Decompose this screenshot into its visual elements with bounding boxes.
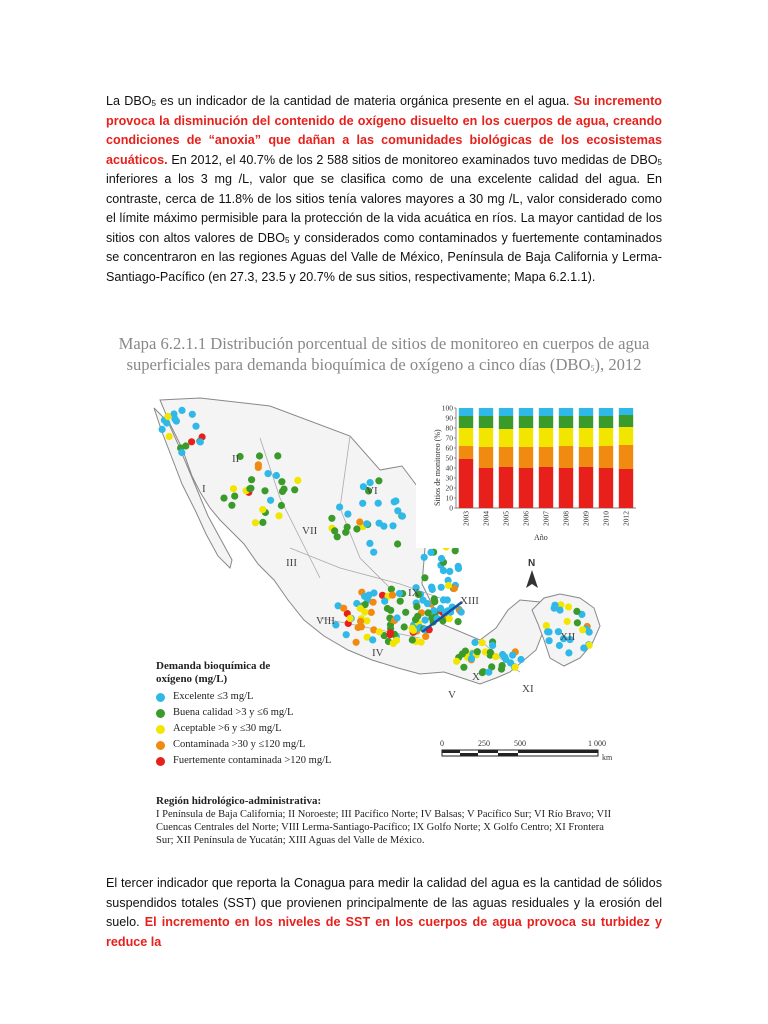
site-dot xyxy=(502,656,509,663)
region-label-x: X xyxy=(472,671,480,683)
site-dot xyxy=(334,533,341,540)
site-dot xyxy=(163,419,170,426)
site-dot xyxy=(452,547,459,554)
site-dot xyxy=(431,598,438,605)
site-dot xyxy=(343,631,350,638)
inset-xtick: 2007 xyxy=(541,511,551,526)
inset-bar-segment xyxy=(599,416,613,428)
site-dot xyxy=(252,519,259,526)
scale-unit: km xyxy=(602,753,613,762)
inset-bar-segment xyxy=(579,447,593,467)
site-dot xyxy=(394,540,401,547)
inset-xtick: 2004 xyxy=(481,511,491,526)
site-dot xyxy=(248,476,255,483)
site-dot xyxy=(422,633,429,640)
site-dot xyxy=(197,438,204,445)
inset-bars xyxy=(459,408,633,508)
site-dot xyxy=(565,649,572,656)
legend-item-contaminada xyxy=(156,738,331,752)
figure-title xyxy=(100,333,668,375)
inset-bar-segment xyxy=(479,408,493,416)
site-dot xyxy=(256,452,263,459)
site-dot xyxy=(394,507,401,514)
paragraph-dbo xyxy=(106,92,662,287)
site-dot xyxy=(363,520,370,527)
region-label-i: I xyxy=(202,483,206,495)
legend-title-1: Demanda bioquímica de xyxy=(156,660,271,672)
scale-tick-0: 0 xyxy=(440,739,444,748)
legend-dot-red xyxy=(156,757,165,766)
site-dot xyxy=(259,519,266,526)
site-dot xyxy=(353,525,360,532)
inset-bar-segment xyxy=(619,408,633,415)
p2-highlight: El incremento en los niveles de SST en los cuerpos de agua provoca su turbidez y reduce la xyxy=(106,915,662,949)
inset-bar-segment xyxy=(619,445,633,469)
inset-ytick: 30 xyxy=(445,473,453,483)
paragraph-sst xyxy=(106,874,662,952)
inset-xtick: 2003 xyxy=(461,511,471,526)
site-dot xyxy=(166,433,173,440)
north-arrow xyxy=(526,558,538,588)
site-dot xyxy=(171,415,178,422)
site-dot xyxy=(344,511,351,518)
inset-bar-segment xyxy=(599,428,613,446)
site-dot xyxy=(421,574,428,581)
site-dot xyxy=(579,626,586,633)
inset-ytick: 40 xyxy=(445,463,453,473)
scale-seg-5 xyxy=(518,750,598,753)
site-dot xyxy=(427,549,434,556)
legend-dot-green xyxy=(156,709,165,718)
inset-bar-segment xyxy=(619,415,633,427)
site-dot xyxy=(394,614,401,621)
inset-bar-segment xyxy=(499,447,513,467)
site-dot xyxy=(192,423,199,430)
site-dot xyxy=(440,567,447,574)
site-dot xyxy=(336,504,343,511)
region-label-vii: VII xyxy=(302,525,318,537)
region-label-xii: XII xyxy=(560,631,576,643)
legend-item-aceptable xyxy=(156,722,331,736)
inset-bar-segment xyxy=(499,408,513,416)
site-dot xyxy=(267,497,274,504)
site-dot xyxy=(357,605,364,612)
site-dot xyxy=(369,636,376,643)
site-dot xyxy=(363,617,370,624)
site-dot xyxy=(574,619,581,626)
site-dot xyxy=(387,607,394,614)
north-arrow-icon xyxy=(526,570,538,588)
inset-bar-segment xyxy=(479,468,493,508)
inset-bar-segment xyxy=(559,468,573,508)
site-dot xyxy=(380,523,387,530)
legend-item-excelente xyxy=(156,690,331,704)
site-dot xyxy=(228,502,235,509)
inset-xtick: 2009 xyxy=(581,511,591,526)
inset-bar-segment xyxy=(559,428,573,446)
site-dot xyxy=(414,613,421,620)
inset-bar-segment xyxy=(579,408,593,416)
site-dot xyxy=(509,652,516,659)
site-dot xyxy=(368,609,375,616)
site-dot xyxy=(278,478,285,485)
site-dot xyxy=(455,563,462,570)
site-dot xyxy=(328,515,335,522)
p1-highlight: Su incremento provoca la disminución del contenido de oxígeno disuelto en los cuerpos de agua, creando condiciones de “anoxia” que dañan a las comunidades biológicas de los ecosistemas acuáticos. xyxy=(106,94,662,167)
site-dot xyxy=(370,589,377,596)
inset-bar-segment xyxy=(619,427,633,445)
inset-xtick: 2005 xyxy=(501,511,511,526)
site-dot xyxy=(274,452,281,459)
p1-text-e: y considerados como contaminados y fuertemente contaminados se concentraron en las regiones Aguas del Valle de México, Península de Baja California y Lerma-Santiago-Pacífico (en 27.3, 23.5 y 20.7% de sus sitios, respectivamente; Mapa 6.2.1.1). xyxy=(106,230,662,284)
stacked-bar-inset xyxy=(416,398,646,548)
inset-bar-segment xyxy=(459,446,473,459)
site-dot xyxy=(498,666,505,673)
inset-bar-segment xyxy=(519,447,533,468)
site-dot xyxy=(471,639,478,646)
inset-bar-segment xyxy=(559,416,573,428)
scale-seg-4 xyxy=(498,753,518,756)
site-dot xyxy=(178,449,185,456)
inset-ytick: 90 xyxy=(445,413,453,423)
region-key xyxy=(156,795,616,847)
site-dot xyxy=(291,486,298,493)
site-dot xyxy=(340,605,347,612)
p1-text-d: inferiores a los 3 mg /L, valor que se clasifica como de una excelente calidad del agua. En contraste, cerca de 11.8% de los sitios tenía valores mayores a 30 mg /L, valor considerado como el límite máximo permisible para la protección de la vida acuática en ríos. La mayor cantidad de los sitios con altos valores de DBO xyxy=(106,172,662,245)
site-dot xyxy=(401,623,408,630)
legend-label-fuertemente: Fuertemente contaminada >120 mg/L xyxy=(173,755,332,766)
scale-seg-2 xyxy=(460,753,478,756)
region-label-iv: IV xyxy=(372,647,384,659)
region-label-viii: VIII xyxy=(316,615,335,627)
site-dot xyxy=(355,624,362,631)
site-dot xyxy=(182,442,189,449)
site-dot xyxy=(342,529,349,536)
site-dot xyxy=(375,477,382,484)
site-dot xyxy=(246,485,253,492)
site-dot xyxy=(437,605,444,612)
region-label-ii: II xyxy=(232,453,240,465)
region-label-iii: III xyxy=(286,557,297,569)
figure-title-sub: 5 xyxy=(590,364,595,373)
site-dot xyxy=(164,413,171,420)
site-dot xyxy=(178,407,185,414)
inset-xtick: 2006 xyxy=(521,511,531,526)
site-dot xyxy=(455,618,462,625)
region-label-vi: VI xyxy=(366,485,378,497)
site-dot xyxy=(468,655,475,662)
inset-bar-segment xyxy=(579,428,593,447)
site-dot xyxy=(273,472,280,479)
site-dot xyxy=(489,642,496,649)
site-dot xyxy=(485,669,492,676)
legend-dot-orange xyxy=(156,741,165,750)
region-label-xi: XI xyxy=(522,683,534,695)
legend-item-fuertemente xyxy=(156,754,331,768)
inset-bar-segment xyxy=(599,446,613,468)
site-dot xyxy=(396,590,403,597)
site-dot xyxy=(387,631,394,638)
inset-bar-segment xyxy=(479,428,493,447)
inset-ytick: 100 xyxy=(441,403,453,413)
inset-bar-segment xyxy=(459,408,473,416)
region-label-xiii: XIII xyxy=(460,595,479,607)
inset-bar-segment xyxy=(539,467,553,508)
site-dot xyxy=(565,603,572,610)
figure-title-a: Mapa 6.2.1.1 Distribución porcentual de sitios de monitoreo en cuerpos de agua superficiales para demanda bioquímica de oxígeno a cinco días (DBO xyxy=(118,334,650,374)
inset-ytick: 10 xyxy=(445,493,453,503)
site-dot xyxy=(474,648,481,655)
inset-xtick: 2010 xyxy=(601,511,611,526)
site-dot xyxy=(460,664,467,671)
inset-bar-segment xyxy=(519,416,533,428)
legend-label-buena: Buena calidad >3 y ≤6 mg/L xyxy=(173,707,294,718)
inset-bar-segment xyxy=(519,468,533,508)
site-dot xyxy=(381,598,388,605)
site-dot xyxy=(459,650,466,657)
site-dot xyxy=(453,658,460,665)
site-dot xyxy=(422,617,429,624)
inset-ytick: 80 xyxy=(445,423,453,433)
inset-bar-segment xyxy=(499,429,513,447)
inset-bar-segment xyxy=(539,408,553,416)
site-dot xyxy=(413,603,420,610)
legend-dot-blue xyxy=(156,693,165,702)
inset-bar-segment xyxy=(599,408,613,416)
site-dot xyxy=(424,600,431,607)
site-dot xyxy=(397,598,404,605)
inset-bar-segment xyxy=(579,467,593,508)
site-dot xyxy=(294,477,301,484)
inset-bar-segment xyxy=(519,408,533,416)
inset-xtick: 2008 xyxy=(561,511,571,526)
inset-bar-segment xyxy=(559,446,573,468)
site-dot xyxy=(361,593,368,600)
inset-bar-segment xyxy=(519,428,533,447)
site-dot xyxy=(580,644,587,651)
scale-tick-250: 250 xyxy=(478,739,490,748)
site-dot xyxy=(425,609,432,616)
inset-bar-segment xyxy=(539,428,553,447)
inset-bar-segment xyxy=(459,416,473,428)
legend-item-buena xyxy=(156,706,331,720)
site-dot xyxy=(544,628,551,635)
site-dot xyxy=(231,493,238,500)
site-dot xyxy=(429,586,436,593)
site-dot xyxy=(220,495,227,502)
site-dot xyxy=(409,636,416,643)
site-dot xyxy=(517,656,524,663)
inset-ytick: 0 xyxy=(449,503,453,513)
inset-bar-segment xyxy=(499,416,513,429)
site-dot xyxy=(438,584,445,591)
north-label: N xyxy=(528,558,536,569)
site-dot xyxy=(230,485,237,492)
scale-tick-1000: 1 000 xyxy=(588,739,606,748)
inset-x-ticks xyxy=(462,511,631,526)
inset-bar-segment xyxy=(459,459,473,508)
site-dot xyxy=(370,599,377,606)
inset-x-label: Año xyxy=(534,533,548,542)
inset-xtick: 2012 xyxy=(621,511,631,526)
site-dot xyxy=(389,522,396,529)
site-dot xyxy=(278,502,285,509)
site-dot xyxy=(376,628,383,635)
legend-label-excelente: Excelente ≤3 mg/L xyxy=(173,691,254,702)
inset-y-label: Sitios de monitoreo (%) xyxy=(433,429,442,506)
site-dot xyxy=(446,615,453,622)
scale-seg-1 xyxy=(442,750,460,753)
site-dot xyxy=(280,486,287,493)
inset-bar-segment xyxy=(499,467,513,508)
legend-label-contaminada: Contaminada >30 y ≤120 mg/L xyxy=(173,739,306,750)
inset-bar-segment xyxy=(459,428,473,446)
scale-seg-3 xyxy=(478,750,498,753)
site-dot xyxy=(438,555,445,562)
site-dot xyxy=(421,554,428,561)
legend-label-aceptable: Aceptable >6 y ≤30 mg/L xyxy=(173,723,282,734)
region-key-title: Región hidrológico-administrativa: xyxy=(156,795,322,807)
inset-bar-segment xyxy=(479,447,493,468)
site-dot xyxy=(573,608,580,615)
site-dot xyxy=(410,627,417,634)
inset-bar-segment xyxy=(599,468,613,508)
site-dot xyxy=(275,512,282,519)
p1-text-a: La DBO xyxy=(106,94,152,108)
site-dot xyxy=(188,438,195,445)
figure-title-b: ), 2012 xyxy=(594,355,642,374)
site-dot xyxy=(264,470,271,477)
site-dot xyxy=(389,592,396,599)
inset-ytick: 70 xyxy=(445,433,453,443)
map-legend xyxy=(156,660,331,768)
inset-bar-segment xyxy=(539,416,553,428)
p1-sub-b: 5 xyxy=(657,157,662,167)
p1-sub-c: 5 xyxy=(285,235,290,245)
site-dot xyxy=(261,487,268,494)
site-dot xyxy=(392,497,399,504)
inset-bar-segment xyxy=(559,408,573,416)
legend-dot-yellow xyxy=(156,725,165,734)
site-dot xyxy=(564,618,571,625)
inset-bar-segment xyxy=(619,469,633,508)
site-dot xyxy=(357,618,364,625)
p1-sub-a: 5 xyxy=(151,99,156,108)
p1-text-b: es un indicador de la cantidad de materia orgánica presente en el agua. xyxy=(156,94,574,108)
site-dot xyxy=(402,609,409,616)
site-dot xyxy=(353,639,360,646)
site-dot xyxy=(512,664,519,671)
site-dot xyxy=(347,615,354,622)
p1-text-c: En 2012, el 40.7% de los 2 588 sitios de monitoreo examinados tuvo medidas de DBO xyxy=(167,152,658,167)
site-dot xyxy=(255,461,262,468)
site-dot xyxy=(393,637,400,644)
site-dot xyxy=(356,518,363,525)
inset-bar-segment xyxy=(539,447,553,467)
site-dot xyxy=(458,609,465,616)
site-dot xyxy=(375,500,382,507)
site-dot xyxy=(446,568,453,575)
site-dot xyxy=(546,637,553,644)
site-dot xyxy=(445,582,452,589)
scale-tick-500: 500 xyxy=(514,739,526,748)
inset-ytick: 60 xyxy=(445,443,453,453)
site-dot xyxy=(259,506,266,513)
region-key-text: I Península de Baja California; II Noroeste; III Pacífico Norte; IV Balsas; V Pacífico Sur; VI Río Bravo; VII Cuencas Centrales del Norte; VIII Lerma-Santiago-Pacífico; IX Golfo Norte; X Golfo Centro; XI Frontera Sur; XII Península de Yucatán; XIII Aguas del Valle de México. xyxy=(156,809,612,846)
inset-bar-segment xyxy=(479,416,493,428)
inset-ytick: 50 xyxy=(445,453,453,463)
site-dot xyxy=(359,500,366,507)
region-label-ix: IX xyxy=(408,587,420,599)
site-dot xyxy=(159,426,166,433)
site-dot xyxy=(444,596,451,603)
site-dot xyxy=(189,411,196,418)
site-dot xyxy=(479,639,486,646)
site-dot xyxy=(370,549,377,556)
inset-ytick: 20 xyxy=(445,483,453,493)
region-label-v: V xyxy=(448,689,456,701)
site-dot xyxy=(366,540,373,547)
site-dot xyxy=(543,622,550,629)
legend-title-2: oxígeno (mg/L) xyxy=(156,673,228,685)
p2-text-a: El tercer indicador que reporta la Conagua para medir la calidad del agua es la cantidad de sólidos suspendidos totales (SST) que provienen principalmente de las aguas residuales y la erosión del suelo. xyxy=(106,876,662,929)
site-dot xyxy=(487,649,494,656)
site-dot xyxy=(586,629,593,636)
inset-bar-segment xyxy=(579,416,593,428)
site-dot xyxy=(551,605,558,612)
scale-bar xyxy=(436,738,612,766)
